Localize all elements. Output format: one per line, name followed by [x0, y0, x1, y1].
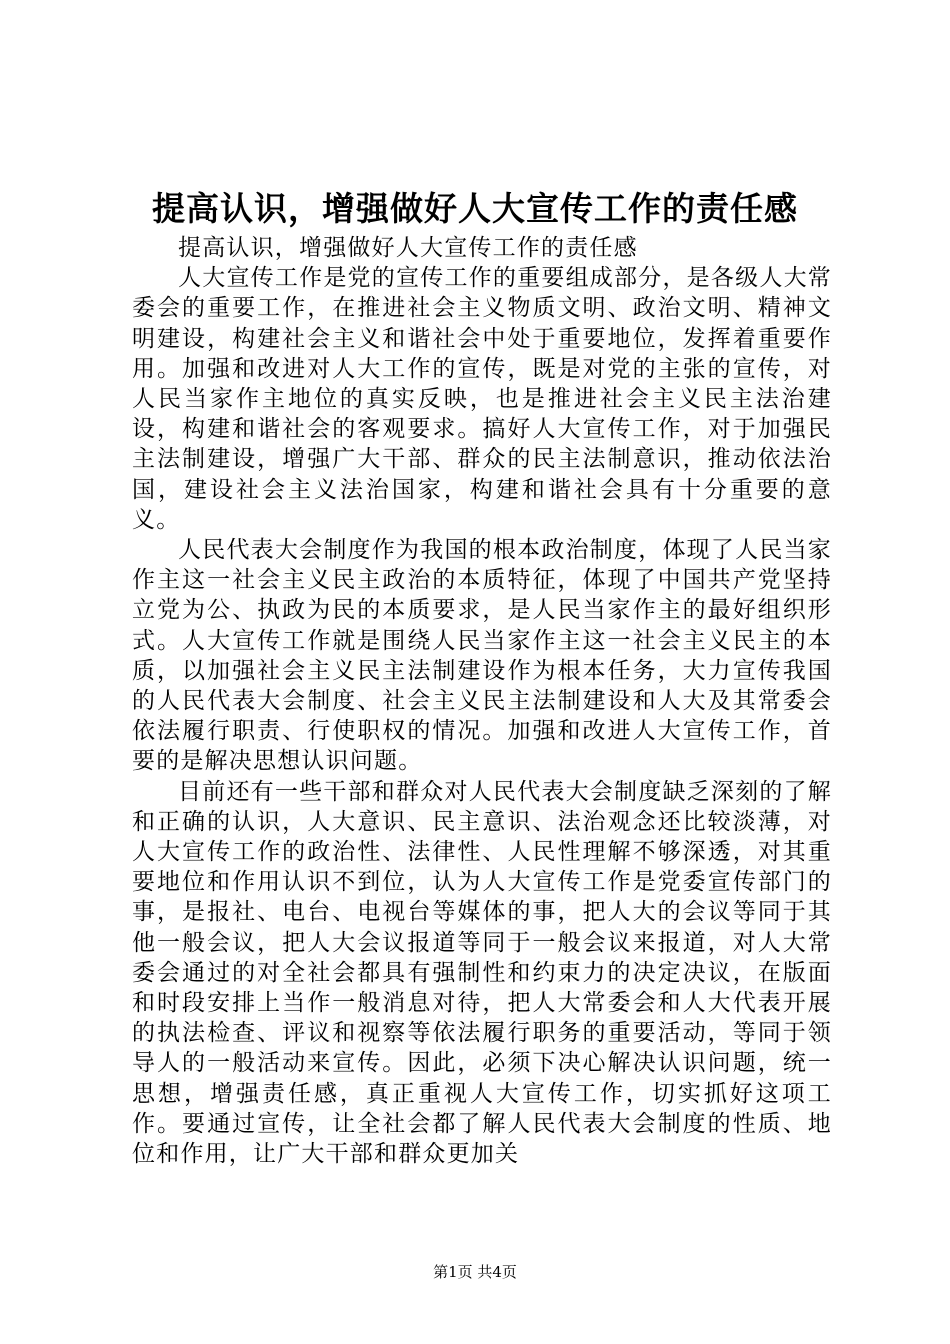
paragraph-2: 人民代表大会制度作为我国的根本政治制度，体现了人民当家作主这一社会主义民主政治的本质特征，体现了中国共产党坚持立党为公、执政为民的本质要求，是人民当家作主的最好组织形式。人大宣传工作就是围绕人民当家作主这一社会主义民主的本质，以加强社会主义民主法制建设作为根本任务，大力宣传我国的人民代表大会制度、社会主义民主法制建设和人大及其常委会依法履行职责、行使职权的情况。加强和改进人大宣传工作，首要的是解决思想认识问题。 [132, 537, 832, 775]
paragraph-subtitle: 提高认识，增强做好人大宣传工作的责任感 [178, 235, 638, 261]
document-body [132, 233, 832, 1169]
paragraph-1: 人大宣传工作是党的宣传工作的重要组成部分，是各级人大常委会的重要工作，在推进社会主义物质文明、政治文明、精神文明建设，构建社会主义和谐社会中处于重要地位，发挥着重要作用。加强和改进对人大工作的宣传，既是对党的主张的宣传，对人民当家作主地位的真实反映，也是推进社会主义民主法治建设，构建和谐社会的客观要求。搞好人大宣传工作，对于加强民主法制建设，增强广大干部、群众的民主法制意识，推动依法治国，建设社会主义法治国家，构建和谐社会具有十分重要的意义。 [132, 265, 832, 533]
page-footer: 第1页 共4页 [433, 1263, 517, 1281]
document-title: 提高认识，增强做好人大宣传工作的责任感 [152, 189, 798, 228]
paragraph-3: 目前还有一些干部和群众对人民代表大会制度缺乏深刻的了解和正确的认识，人大意识、民主意识、法治观念还比较淡薄，对人大宣传工作的政治性、法律性、人民性理解不够深透，对其重要地位和作用认识不到位，认为人大宣传工作是党委宣传部门的事，是报社、电台、电视台等媒体的事，把人大的会议等同于其他一般会议，把人大会议报道等同于一般会议来报道，对人大常委会通过的对全社会都具有强制性和约束力的决定决议，在版面和时段安排上当作一般消息对待，把人大常委会和人大代表开展的执法检查、评议和视察等依法履行职务的重要活动，等同于领导人的一般活动来宣传。因此，必须下决心解决认识问题，统一思想，增强责任感，真正重视人大宣传工作，切实抓好这项工作。要通过宣传，让全社会都了解人民代表大会制度的性质、地位和作用，让广大干部和群众更加关 [132, 778, 832, 1168]
